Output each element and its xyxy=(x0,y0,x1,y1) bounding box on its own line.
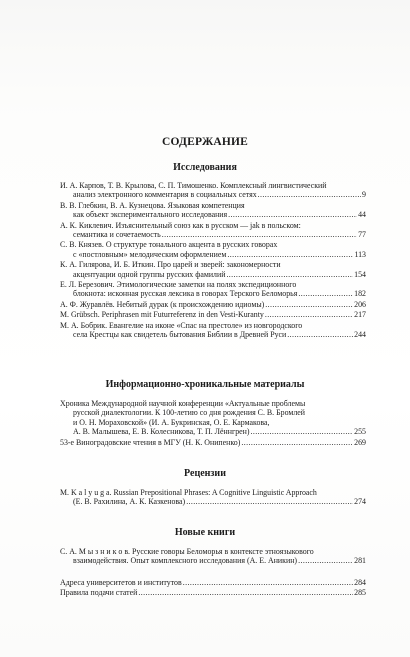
toc-entry-line: акцентуации одной группы русских фамилий xyxy=(73,269,226,279)
toc-entry-line: А. В. Малышева, Е. В. Колесникова, Т. П. Лённгрен) xyxy=(73,427,250,437)
section-heading-new-books: Новые книги xyxy=(174,527,236,538)
toc-entry-line: В. В. Глебкин, В. А. Кузнецова. Языковая компетенция xyxy=(60,200,245,210)
section-heading-reviews: Рецензии xyxy=(184,468,226,479)
toc-entry-page: 154 xyxy=(354,269,366,279)
toc-entry-line: M. K a l y u g a. Russian Prepositional Phrases: A Cognitive Linguistic Approach xyxy=(60,488,317,497)
toc-entry[interactable] xyxy=(60,438,366,447)
toc-entry-line: взаимодействия. Опыт комплексного исследования (А. Е. Аникин) xyxy=(73,556,298,566)
toc-list-new-books xyxy=(60,547,366,566)
toc-entry-line: К. А. Гилярова, И. Б. Иткин. Про царей и зверей: закономерности xyxy=(60,260,281,270)
toc-entry[interactable] xyxy=(60,221,366,240)
toc-list-reviews xyxy=(60,488,366,507)
toc-entry-page: 44 xyxy=(358,210,366,220)
toc-entry[interactable] xyxy=(60,240,366,259)
toc-entry[interactable] xyxy=(60,588,366,597)
toc-entry-page: 285 xyxy=(354,588,366,598)
toc-entry[interactable] xyxy=(60,181,366,200)
toc-entry[interactable] xyxy=(60,321,366,340)
toc-entry-page: 217 xyxy=(354,310,366,320)
toc-entry-line: А. Ф. Журавлёв. Небитый дурак (к происхождению идиомы) xyxy=(60,299,265,309)
toc-entry-page: 284 xyxy=(354,578,366,587)
toc-entry-line: с «постловным» мелодическим оформлением xyxy=(73,249,227,259)
toc-entry-line: Хроника Международной научной конференции «Актуальные проблемы xyxy=(60,399,306,408)
toc-entry-line: М. А. Бобрик. Евангелие на иконе «Спас на престоле» из новгородского xyxy=(60,320,303,330)
toc-entry-line: С. А. М ы з н и к о в. Русские говоры Беломорья в контексте этноязыкового xyxy=(60,547,314,556)
toc-entry-line: блокнота: исконная русская лексика в говорах Терского Беломорья xyxy=(73,289,298,299)
toc-entry-page: 269 xyxy=(354,437,366,447)
toc-entry-line: и О. Н. Мораховской» (И. А. Букринская, О. Е. Кармакова, xyxy=(73,417,270,427)
toc-entry-line: русской диалектологии. К 100-летию со дня рождения С. В. Бромлей xyxy=(73,408,306,418)
toc-list-appendix xyxy=(60,578,366,598)
toc-entry-page: 255 xyxy=(354,427,366,437)
toc-entry-page: 274 xyxy=(354,497,366,507)
toc-entry-line: (Е. В. Рахилина, А. К. Казкенова) xyxy=(73,497,186,507)
toc-entry[interactable] xyxy=(60,578,366,587)
page-title: СОДЕРЖАНИЕ xyxy=(161,136,249,148)
toc-entry-line: семантика и сочетаемость xyxy=(73,230,161,240)
toc-list-research xyxy=(60,181,366,340)
toc-entry-line: А. К. Киклевич. Изъяснительный союз как в русском — jak в польском: xyxy=(60,220,301,230)
toc-entry-line: 53-е Виноградовские чтения в МГУ (Н. К. Онипенко) xyxy=(60,437,241,447)
section-heading-research: Исследования xyxy=(173,162,237,173)
toc-entry-line: анализ электронного комментария в социальных сетях xyxy=(73,190,257,200)
toc-entry[interactable] xyxy=(60,280,366,299)
toc-entry-line: С. В. Князев. О структуре тонального акцента в русских говорах xyxy=(60,240,278,250)
section-heading-chronicle: Информационно-хроникальные материалы xyxy=(105,379,305,390)
toc-entry[interactable] xyxy=(60,310,366,319)
toc-entry-page: 77 xyxy=(358,230,366,240)
toc-entry-line: Адреса университетов и институтов xyxy=(60,578,182,587)
toc-entry-line: И. А. Карпов, Т. В. Крылова, С. П. Тимошенко. Комплексный лингвистический xyxy=(60,181,327,190)
toc-entry-line: села Крестцы как свидетель бытования Библии в Древней Руси xyxy=(73,330,287,340)
toc-entry[interactable] xyxy=(60,201,366,220)
toc-list-chronicle xyxy=(60,399,366,447)
toc-entry[interactable] xyxy=(60,547,366,566)
toc-entry-page: 9 xyxy=(362,190,366,200)
toc-entry[interactable] xyxy=(60,399,366,437)
toc-entry[interactable] xyxy=(60,300,366,309)
toc-entry-page: 113 xyxy=(354,249,366,259)
toc-entry-page: 244 xyxy=(354,330,366,340)
toc-entry-page: 182 xyxy=(354,289,366,299)
toc-entry[interactable] xyxy=(60,260,366,279)
toc-entry-page: 281 xyxy=(354,556,366,566)
toc-entry-page: 206 xyxy=(354,299,366,309)
toc-entry-line: Правила подачи статей xyxy=(60,588,138,598)
toc-entry-line: Е. Л. Березович. Этимологические заметки на полях экспедиционного xyxy=(60,280,297,290)
toc-entry-line: M. Grübsch. Periphrasen mit Futurreferenz in den Vesti-Kuranty xyxy=(60,310,264,320)
toc-entry[interactable] xyxy=(60,488,366,507)
toc-entry-line: как объект экспериментального исследования xyxy=(73,210,228,220)
